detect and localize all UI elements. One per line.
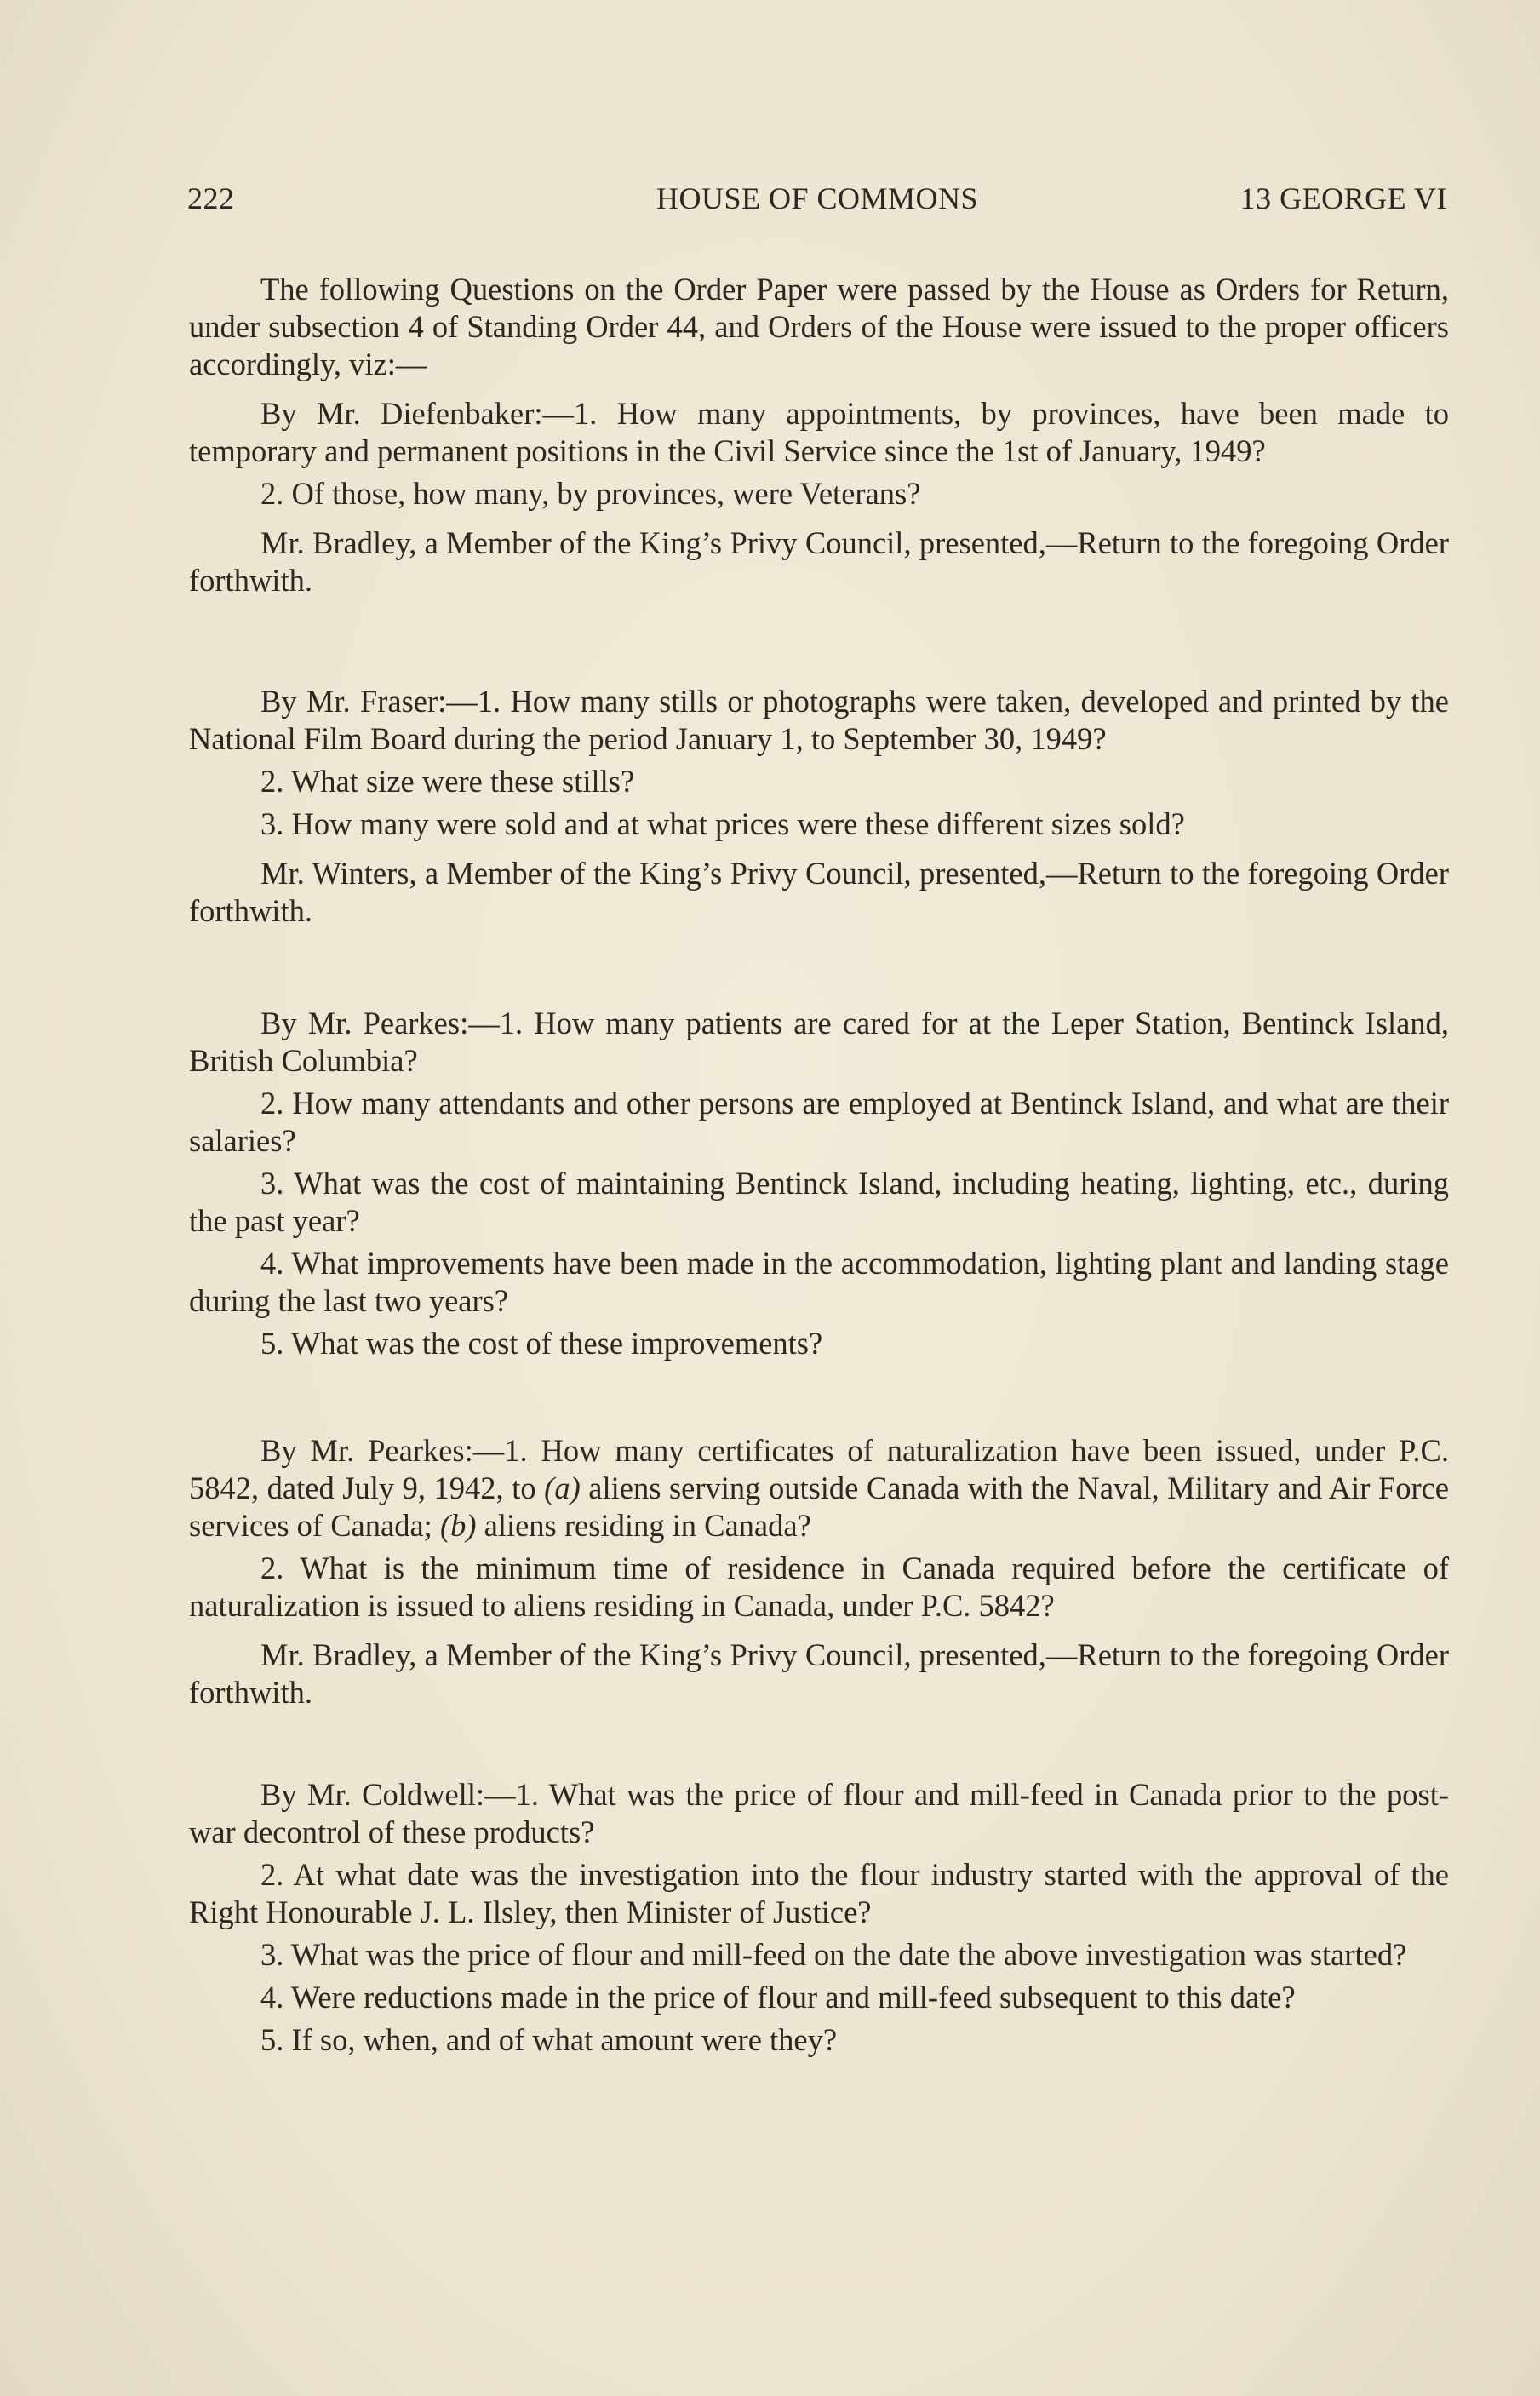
question-2: 2. Of those, how many, by provinces, were Veterans? [260,476,921,511]
question-1: By Mr. Fraser:—1. How many stills or photographs were taken, developed and printed by the National Film Board during the period January 1, to September 30, 1949? [189,684,1449,756]
question-1: By Mr. Coldwell:—1. What was the price of flour and mill-feed in Canada prior to the post-war decontrol of these products? [189,1777,1449,1849]
intro-paragraph: The following Questions on the Order Paper were passed by the House as Orders for Return, under subsection 4 of Standing Order 44, and Orders of the House were issued to the proper officers accordingly, viz:— [189,272,1449,381]
order-coldwell [189,1776,1449,2059]
question-2: 2. At what date was the investigation into the flour industry started with the approval of the Right Honourable J. L. Ilsley, then Minister of Justice? [189,1857,1449,1929]
header-reign: 13 GEORGE VI [1239,181,1447,215]
running-header [187,181,1447,223]
question-3: 3. What was the price of flour and mill-feed on the date the above investigation was started? [260,1937,1407,1972]
question-1 [189,1432,1449,1545]
question-1-lead: By Mr. Pearkes:—1. How many certificates of naturalization have been issued, under P.C. 5842, dated July 9, 1942, to [189,1433,1449,1505]
part-b-text: aliens residing in Canada? [476,1508,811,1543]
question-5: 5. What was the cost of these improvements? [260,1326,823,1361]
question-2: 2. What is the minimum time of residence in Canada required before the certificate of naturalization is issued to aliens residing in Canada, under P.C. 5842? [189,1551,1449,1623]
question-3: 3. How many were sold and at what prices were these different sizes sold? [260,806,1185,841]
order-fraser [189,683,1449,930]
question-4: 4. What improvements have been made in the accommodation, lighting plant and landing stage during the last two years? [189,1246,1449,1318]
question-1: By Mr. Pearkes:—1. How many patients are cared for at the Leper Station, Bentinck Island, British Columbia? [189,1006,1449,1078]
question-4: 4. Were reductions made in the price of flour and mill-feed subsequent to this date? [260,1980,1296,2015]
question-2: 2. What size were these stills? [260,764,635,799]
header-title: HOUSE OF COMMONS [656,181,979,215]
question-1: By Mr. Diefenbaker:—1. How many appointments, by provinces, have been made to temporary and permanent positions in the Civil Service since the 1st of January, 1949? [189,396,1449,468]
order-diefenbaker [189,395,1449,599]
order-pearkes-naturalization [189,1432,1449,1711]
part-a-text: aliens serving outside Canada with the Naval, Military and Air Force services of Canada; [189,1470,1449,1543]
question-5: 5. If so, when, and of what amount were they? [260,2022,838,2057]
return-statement: Mr. Winters, a Member of the King’s Privy Council, presented,—Return to the foregoing Order forthwith. [189,856,1449,928]
return-statement: Mr. Bradley, a Member of the King’s Privy Council, presented,—Return to the foregoing Order forthwith. [189,1637,1449,1710]
question-2: 2. How many attendants and other persons are employed at Bentinck Island, and what are their salaries? [189,1086,1449,1158]
order-pearkes-bentinck [189,1005,1449,1362]
marker-b: (b) [439,1508,477,1543]
marker-a: (a) [544,1470,581,1505]
page-number: 222 [187,181,235,215]
body-text [189,271,1449,2064]
return-statement: Mr. Bradley, a Member of the King’s Privy Council, presented,—Return to the foregoing Order forthwith. [189,525,1449,598]
question-3: 3. What was the cost of maintaining Bentinck Island, including heating, lighting, etc., during the past year? [189,1166,1449,1238]
